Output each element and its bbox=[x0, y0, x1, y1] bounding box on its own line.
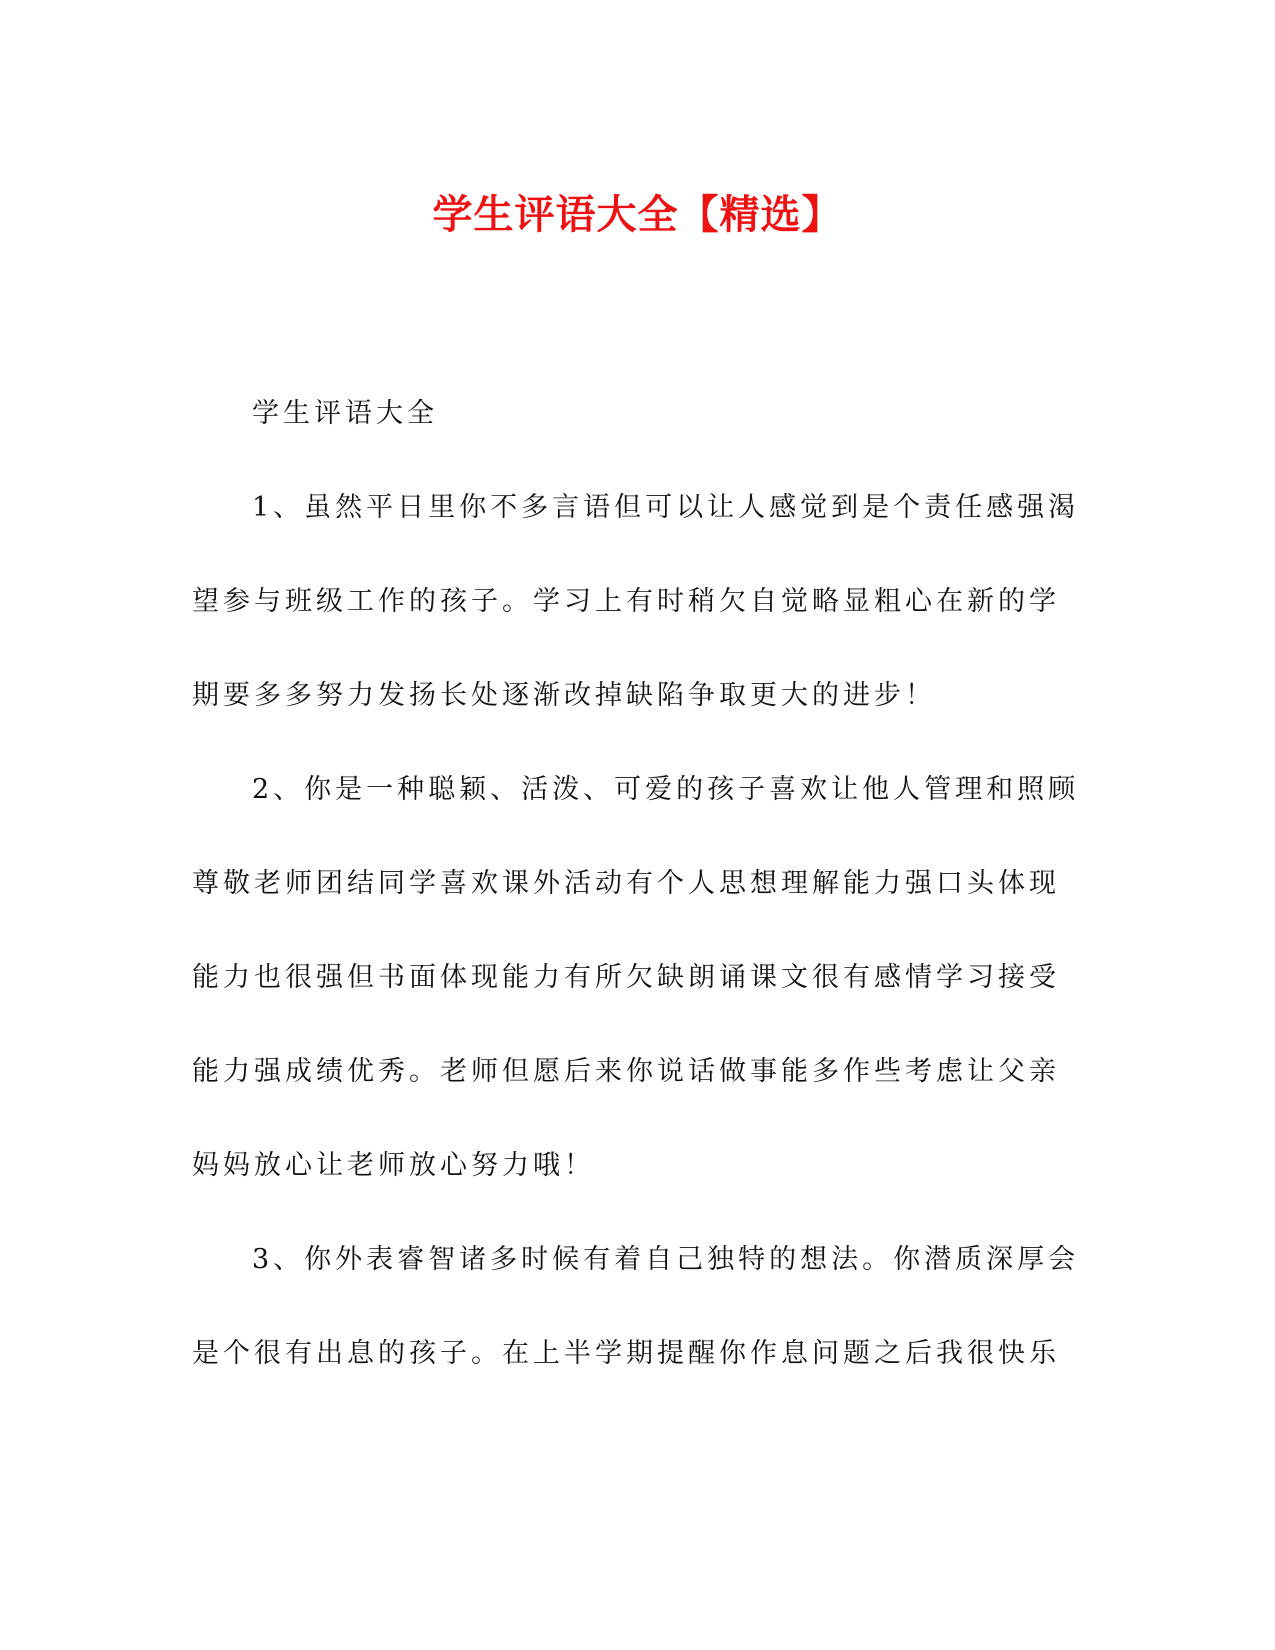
paragraph-line: 能力也很强但书面体现能力有所欠缺朗诵课文很有感情学习接受 bbox=[192, 962, 1060, 993]
paragraph-line: 妈妈放心让老师放心努力哦！ bbox=[192, 1150, 595, 1181]
paragraph-3 bbox=[192, 1238, 1084, 1376]
paragraph-line: 1、虽然平日里你不多言语但可以让人感觉到是个责任感强渴 bbox=[252, 492, 1080, 523]
paragraph-2 bbox=[192, 768, 1084, 1188]
paragraph-line: 能力强成绩优秀。老师但愿后来你说话做事能多作些考虑让父亲 bbox=[192, 1056, 1060, 1087]
paragraph-1 bbox=[192, 486, 1084, 718]
paragraph-line: 尊敬老师团结同学喜欢课外活动有个人思想理解能力强口头体现 bbox=[192, 868, 1060, 899]
paragraph-line: 望参与班级工作的孩子。学习上有时稍欠自觉略显粗心在新的学 bbox=[192, 586, 1060, 617]
paragraph-line: 期要多多努力发扬长处逐渐改掉缺陷争取更大的进步！ bbox=[192, 680, 936, 711]
document-title: 学生评语大全【精选】 bbox=[432, 191, 843, 238]
document-body bbox=[192, 392, 1084, 1426]
paragraph-line: 3、你外表睿智诸多时候有着自己独特的想法。你潜质深厚会 bbox=[252, 1244, 1080, 1275]
section-subtitle: 学生评语大全 bbox=[252, 398, 438, 429]
paragraph-line: 是个很有出息的孩子。在上半学期提醒你作息问题之后我很快乐 bbox=[192, 1338, 1060, 1369]
paragraph-line: 2、你是一种聪颖、活泼、可爱的孩子喜欢让他人管理和照顾 bbox=[252, 774, 1080, 805]
